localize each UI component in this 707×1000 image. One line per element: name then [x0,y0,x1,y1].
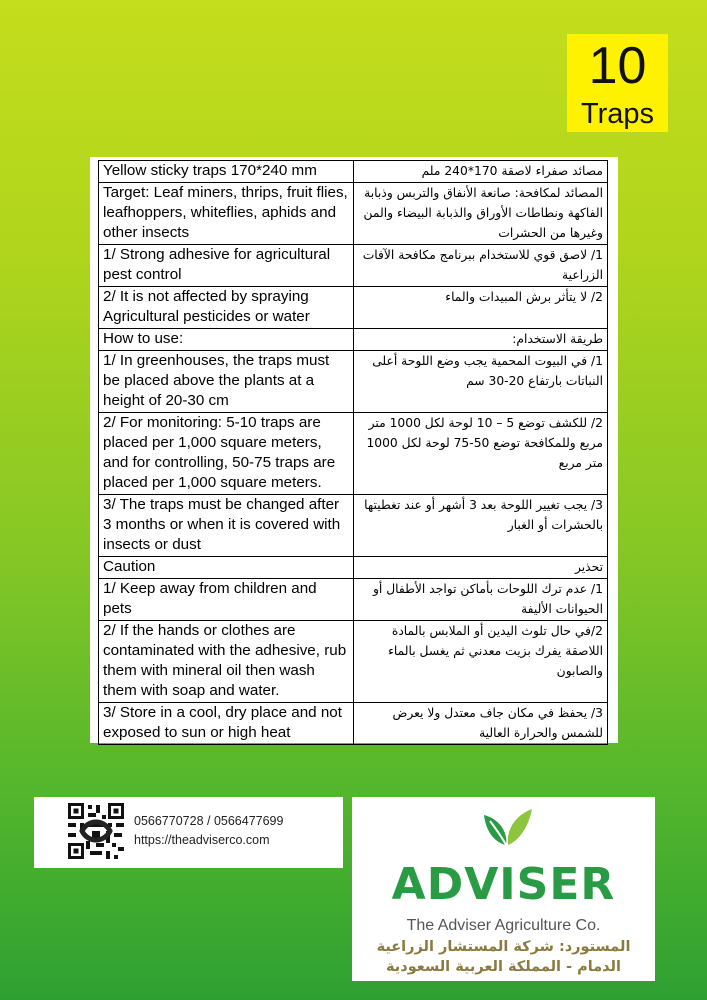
table-row [99,495,608,557]
table-row [99,245,608,287]
company-name: The Adviser Agriculture Co. [406,917,601,934]
phone-numbers: 0566770728 / 0566477699 [134,814,284,828]
arabic-text-cell: 2/ لا يتأثر برش المبيدات والماء [354,287,608,329]
english-text-cell: Yellow sticky traps 170*240 mm [99,161,354,183]
adviser-logo-card [352,797,655,981]
english-text-cell: 2/ For monitoring: 5-10 traps are placed per 1,000 square meters, and for controlling, 50-75 traps are placed per 1,000 square meters. [99,413,354,495]
arabic-text-cell: تحذير [354,557,608,579]
arabic-text-cell: 3/ يجب تغيير اللوحة بعد 3 أشهر أو عند تغطيتها بالحشرات أو الغبار [354,495,608,557]
importer-line: المستورد: شركة المستشار الزراعية [376,939,631,955]
arabic-text-cell: 2/ للكشف توضع 5 – 10 لوحة لكل 1000 متر مربع وللمكافحة توضع 50-75 لوحة لكل 1000 متر مربع [354,413,608,495]
english-text-cell: 2/ It is not affected by spraying Agricultural pesticides or water [99,287,354,329]
english-text-cell: Target: Leaf miners, thrips, fruit flies, leafhoppers, whiteflies, aphids and other insects [99,183,354,245]
english-text-cell: Caution [99,557,354,579]
instructions-table [98,160,608,745]
arabic-text-cell: 2/في حال تلوث اليدين أو الملابس بالمادة اللاصقة يفرك بزيت معدني ثم يغسل بالماء والصابون [354,621,608,703]
arabic-text-cell: مصائد صفراء لاصقة 170*240 ملم [354,161,608,183]
table-row [99,161,608,183]
table-row [99,329,608,351]
table-row [99,621,608,703]
website-link[interactable]: https://theadviserco.com [134,833,270,847]
table-row [99,703,608,745]
english-text-cell: 1/ Keep away from children and pets [99,579,354,621]
arabic-text-cell: 1/ عدم ترك اللوحات بأماكن تواجد الأطفال أو الحيوانات الأليفة [354,579,608,621]
table-row [99,287,608,329]
english-text-cell: How to use: [99,329,354,351]
brand-name: ADVISER [391,859,616,910]
table-row [99,557,608,579]
table-row [99,579,608,621]
location-line: الدمام - المملكة العربية السعودية [386,959,621,975]
arabic-text-cell: طريقة الاستخدام: [354,329,608,351]
traps-count: 10 [588,37,647,95]
table-row [99,413,608,495]
english-text-cell: 2/ If the hands or clothes are contaminated with the adhesive, rub them with mineral oil then wash them with soap and water. [99,621,354,703]
arabic-text-cell: المصائد لمكافحة: صانعة الأنفاق والتربس وذبابة الفاكهة ونطاطات الأوراق والذبابة البيضاء والمن وغيرها من الحشرات [354,183,608,245]
english-text-cell: 3/ Store in a cool, dry place and not exposed to sun or high heat [99,703,354,745]
qr-code-icon [66,801,126,861]
arabic-text-cell: 1/ لاصق قوي للاستخدام ببرنامج مكافحة الآفات الزراعية [354,245,608,287]
table-row [99,351,608,413]
table-row [99,183,608,245]
english-text-cell: 1/ Strong adhesive for agricultural pest control [99,245,354,287]
arabic-text-cell: 1/ في البيوت المحمية يجب وضع اللوحة أعلى النباتات بارتفاع 20-30 سم [354,351,608,413]
traps-label: Traps [580,98,655,130]
instructions-panel [90,157,618,743]
leaf-logo-icon [482,807,534,847]
english-text-cell: 1/ In greenhouses, the traps must be placed above the plants at a height of 20-30 cm [99,351,354,413]
contact-card [34,797,343,868]
arabic-text-cell: 3/ يحفظ في مكان جاف معتدل ولا يعرض للشمس والحرارة العالية [354,703,608,745]
english-text-cell: 3/ The traps must be changed after 3 months or when it is covered with insects or dust [99,495,354,557]
traps-count-badge [567,34,668,132]
